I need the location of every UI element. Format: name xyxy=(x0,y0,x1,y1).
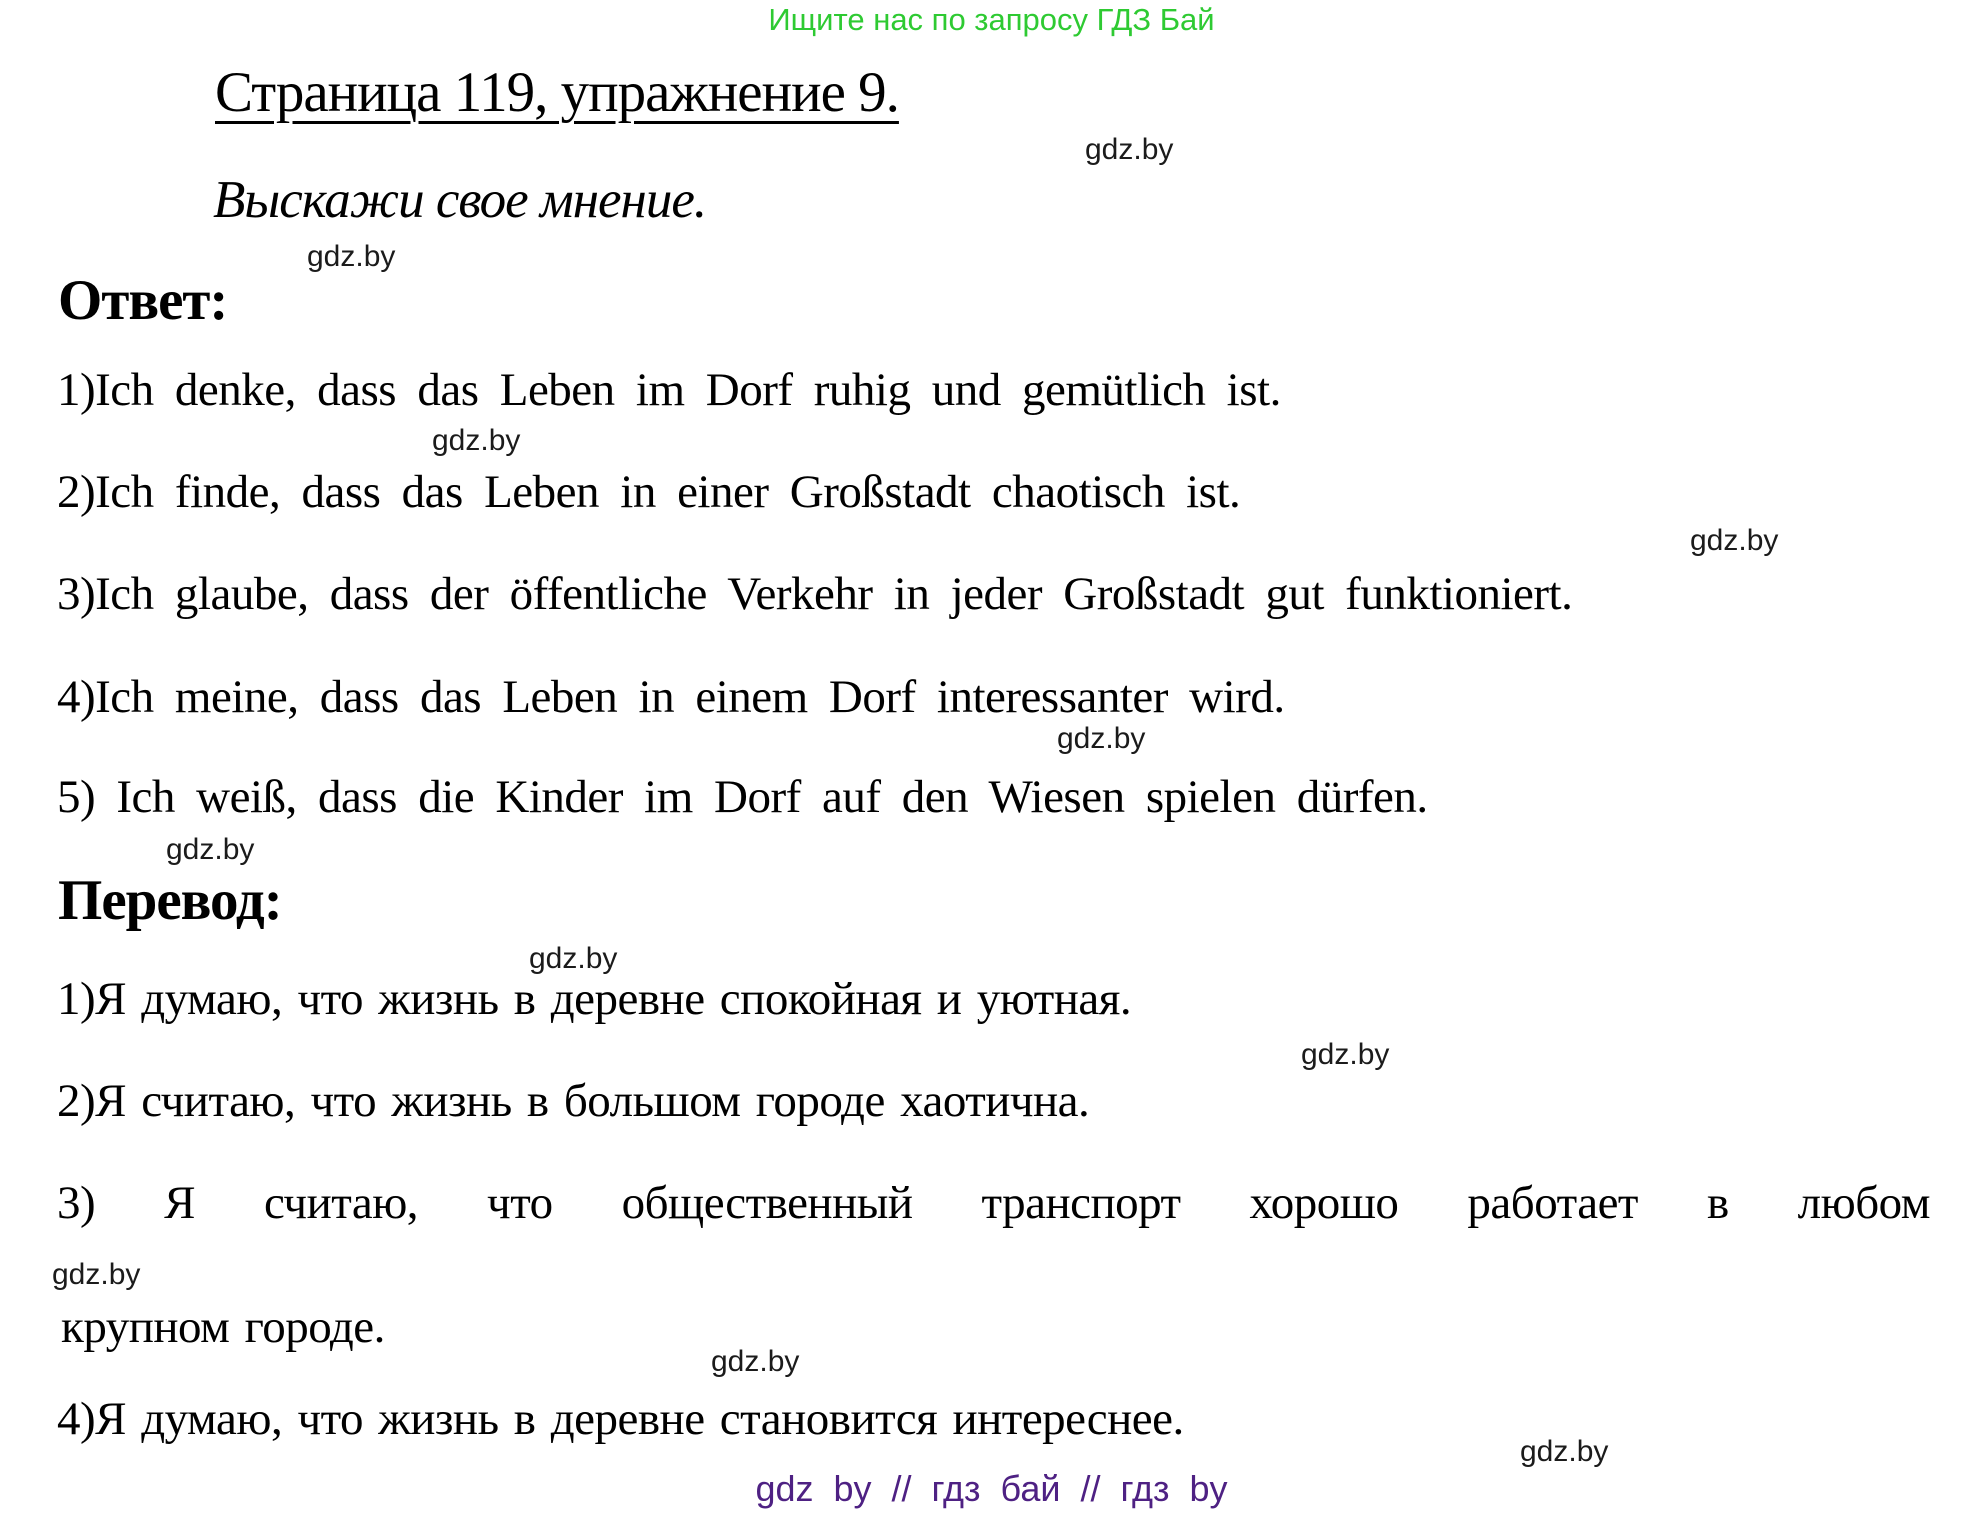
gdz-watermark: gdz.by xyxy=(1520,1435,1609,1468)
answer-line: 1)Ich denke, dass das Leben im Dorf ruhig und gemütlich ist. xyxy=(57,364,1281,416)
gdz-watermark: gdz.by xyxy=(529,942,618,975)
footer-tags: gdz by // гдз бай // гдз by xyxy=(755,1468,1228,1509)
answer-heading: Ответ: xyxy=(58,269,228,332)
translation-line: 1)Я думаю, что жизнь в деревне спокойная и уютная. xyxy=(57,973,1132,1025)
gdz-watermark: gdz.by xyxy=(52,1258,141,1291)
gdz-watermark: gdz.by xyxy=(1057,722,1146,755)
gdz-watermark: gdz.by xyxy=(1690,524,1779,557)
answer-line: 3)Ich glaube, dass der öffentliche Verkehr in jeder Großstadt gut funktioniert. xyxy=(57,568,1573,620)
gdz-watermark: gdz.by xyxy=(1085,133,1174,166)
answer-line: 5) Ich weiß, dass die Kinder im Dorf auf den Wiesen spielen dürfen. xyxy=(57,771,1428,823)
exercise-subtitle: Выскажи свое мнение. xyxy=(213,171,707,229)
gdz-watermark: gdz.by xyxy=(1301,1038,1390,1071)
translation-heading: Перевод: xyxy=(58,869,282,932)
gdz-watermark: gdz.by xyxy=(711,1345,800,1378)
gdz-watermark: gdz.by xyxy=(432,424,521,457)
translation-line: 3) Я считаю, что общественный транспорт хорошо работает в любом xyxy=(57,1177,1930,1229)
translation-line: 2)Я считаю, что жизнь в большом городе хаотична. xyxy=(57,1075,1090,1127)
answer-line: 2)Ich finde, dass das Leben in einer Großstadt chaotisch ist. xyxy=(57,466,1241,518)
translation-line: крупном городе. xyxy=(61,1301,385,1353)
gdz-watermark: gdz.by xyxy=(166,833,255,866)
gdz-watermark: gdz.by xyxy=(307,240,396,273)
answer-line: 4)Ich meine, dass das Leben in einem Dorf interessanter wird. xyxy=(57,671,1285,723)
translation-line: 4)Я думаю, что жизнь в деревне становится интереснее. xyxy=(57,1393,1184,1445)
page-title: Страница 119, упражнение 9. xyxy=(215,61,899,124)
promo-banner: Ищите нас по запросу ГДЗ Бай xyxy=(768,2,1215,37)
